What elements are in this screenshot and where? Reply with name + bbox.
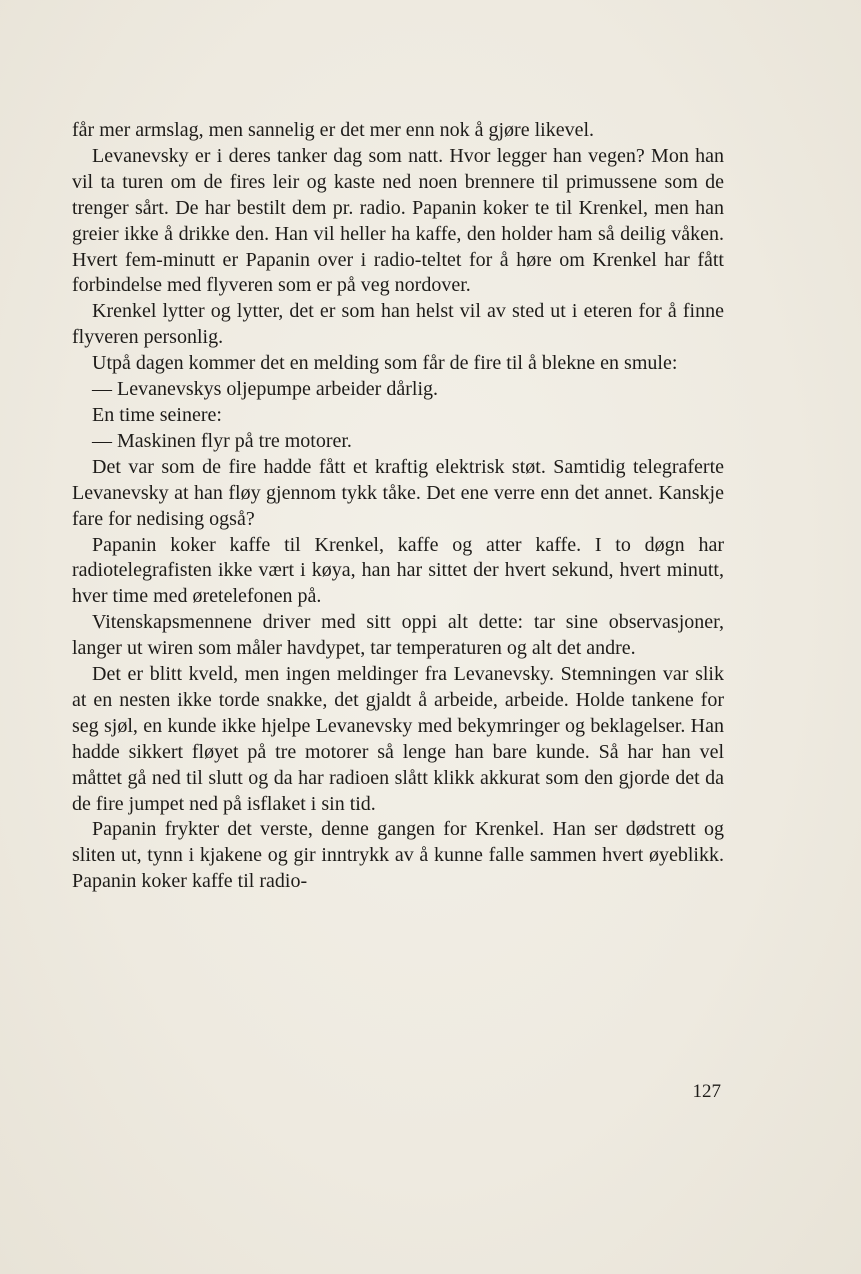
paragraph: Papanin koker kaffe til Krenkel, kaffe og atter kaffe. I to døgn har radiotelegrafisten ikke vært i køya, han har sittet der hvert sekund, hvert minutt, hver time med øretelefonen på. bbox=[72, 533, 724, 608]
paragraph: Levanevsky er i deres tanker dag som natt. Hvor legger han vegen? Mon han vil ta turen om de fires leir og kaste ned noen brennere til primussene som de trenger sårt. De har bestilt dem pr. radio. Papanin koker te til Krenkel, men han greier ikke å drikke den. Han vil heller ha kaffe, den holder ham så deilig våken. Hvert fem-minutt er Papanin over i radio-teltet for å høre om Krenkel har fått forbindelse med flyveren som er på veg nordover. bbox=[72, 144, 724, 297]
dialogue-line: — Maskinen flyr på tre motorer. bbox=[92, 429, 352, 452]
paragraph: Krenkel lytter og lytter, det er som han helst vil av sted ut i eteren for å finne flyveren personlig. bbox=[72, 300, 724, 349]
paragraph: Det er blitt kveld, men ingen meldinger fra Levanevsky. Stemningen var slik at en nesten ikke torde snakke, det gjaldt å arbeide, arbeide. Holde tankene for seg sjøl, en kunde ikke hjelpe Levanevsky med bekymringer og beklagelser. Han hadde sikkert fløyet på tre motorer så lenge han bare kunde. Så har han vel måttet gå ned til slutt og da har radioen slått klikk akkurat som den gjorde det da de fire jumpet ned på isflaket i sin tid. bbox=[72, 663, 724, 815]
paragraph: En time seinere: bbox=[92, 403, 222, 426]
paragraph: Utpå dagen kommer det en melding som får de fire til å blekne en smule: bbox=[92, 352, 678, 375]
dialogue-line: — Levanevskys oljepumpe arbeider dårlig. bbox=[92, 378, 438, 401]
page-number: 127 bbox=[692, 1081, 721, 1102]
paragraph: Vitenskapsmennene driver med sitt oppi alt dette: tar sine observasjoner, langer ut wiren som måler havdypet, tar temperaturen og alt det andre. bbox=[72, 611, 724, 660]
paragraph: Papanin frykter det verste, denne gangen for Krenkel. Han ser dødstrett og sliten ut, tynn i kjakene og gir inntrykk av å kunne falle sammen hvert øyeblikk. Papanin koker kaffe til radio- bbox=[72, 818, 724, 893]
body-text bbox=[72, 118, 724, 895]
paragraph: får mer armslag, men sannelig er det mer enn nok å gjøre likevel. bbox=[72, 119, 595, 141]
paragraph: Det var som de fire hadde fått et kraftig elektrisk støt. Samtidig telegraferte Levanevsky at han fløy gjennom tykk tåke. Det ene verre enn det annet. Kanskje fare for nedising også? bbox=[72, 455, 724, 530]
